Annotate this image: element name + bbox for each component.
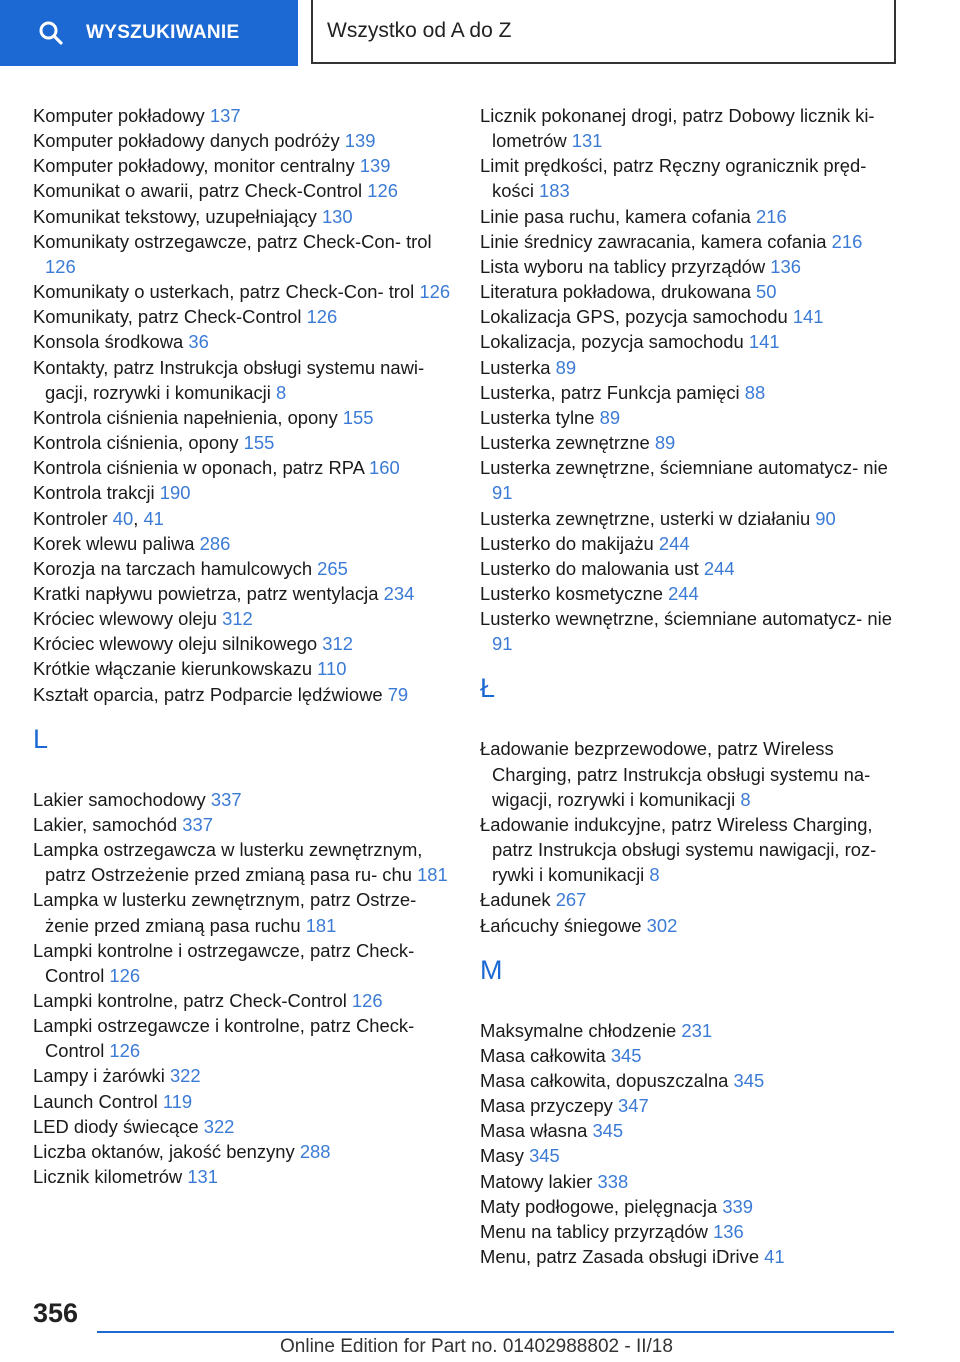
page-link[interactable]: 91 [492, 633, 513, 655]
page-link[interactable]: 126 [109, 1040, 141, 1062]
page-link[interactable]: 265 [317, 557, 348, 579]
index-entry [33, 988, 463, 1013]
index-entry [33, 355, 463, 405]
index-entry-text: Króciec wlewowy oleju [33, 608, 223, 630]
index-entry-text: Licznik kilometrów [33, 1166, 188, 1188]
index-entry [33, 581, 463, 606]
index-entry-text: Kontrola ciśnienia napełnienia, opony [33, 406, 343, 428]
page-link[interactable]: 244 [658, 532, 690, 554]
index-entry [480, 606, 900, 656]
page-link[interactable]: 139 [359, 155, 391, 177]
index-entry-text: Komunikat tekstowy, uzupełniający [33, 205, 322, 227]
page-link[interactable]: 345 [592, 1120, 624, 1142]
page-link[interactable]: 40 [112, 507, 134, 529]
index-entry-text: Kontrola trakcji [33, 482, 160, 504]
page-link[interactable]: 337 [210, 788, 242, 810]
page-link[interactable]: 50 [756, 281, 777, 303]
index-entry [480, 204, 900, 229]
page-link[interactable]: 131 [571, 130, 603, 152]
index-entry-text: Komputer pokładowy, monitor centralny [33, 155, 360, 177]
index-entry [480, 1219, 900, 1244]
index-entry-text: Maksymalne chłodzenie [480, 1019, 682, 1041]
page-link[interactable]: 131 [187, 1166, 219, 1188]
page-link[interactable]: 90 [815, 507, 836, 529]
index-entry-text: Menu na tablicy przyrządów [480, 1220, 714, 1242]
index-entry [33, 480, 463, 505]
index-entry-text: Kratki napływu powietrza, patrz wentylacja [33, 582, 384, 604]
index-entry-text: Limit prędkości, patrz Ręczny ogranicznik pręd‐ kości [480, 155, 867, 202]
page-link[interactable]: 345 [610, 1044, 642, 1066]
footer-edition-text: Online Edition for Part no. 01402988802 - II/18 [280, 1336, 673, 1357]
index-entry-text: Komunikat o awarii, patrz Check-Control [33, 180, 368, 202]
index-entry-text: Komunikaty ostrzegawcze, patrz Check-Con‐ trol [33, 230, 432, 252]
page-link[interactable]: 216 [831, 230, 863, 252]
page-link[interactable]: 130 [321, 205, 353, 227]
index-entry-text: Lokalizacja, pozycja samochodu [480, 331, 749, 353]
page-link[interactable]: 79 [387, 683, 409, 705]
index-entry [480, 812, 900, 887]
index-entry-text: Ładowanie bezprzewodowe, patrz Wireless Charging, patrz Instrukcja obsługi systemu na‐ wigacji, rozrywki i komunikacji [480, 738, 871, 810]
page-link[interactable]: 126 [306, 306, 338, 328]
index-entry-text: Lusterko wewnętrzne, ściemniane automatycz‐ nie [480, 608, 892, 630]
page-link[interactable]: 181 [417, 864, 448, 886]
index-entry [33, 812, 463, 837]
page-link[interactable]: 126 [45, 255, 76, 277]
page-link[interactable]: 126 [367, 180, 398, 202]
page-link[interactable]: 126 [351, 990, 383, 1011]
page-link[interactable]: 126 [419, 281, 451, 303]
index-entry-text: Łańcuchy śniegowe [480, 914, 647, 936]
page-link[interactable]: 267 [555, 889, 587, 911]
index-entry [480, 430, 900, 455]
page-link[interactable]: 139 [344, 130, 376, 152]
top-bar [0, 0, 960, 66]
index-entry-text: Korozja na tarczach hamulcowych [33, 557, 318, 579]
index-section-letter: M [480, 954, 503, 985]
page-link[interactable]: 141 [792, 306, 824, 328]
index-entry-text: Linie pasa ruchu, kamera cofania [480, 205, 757, 227]
index-entry [480, 279, 900, 304]
index-entry [480, 1194, 900, 1219]
search-icon [38, 20, 64, 46]
page-link[interactable]: 286 [199, 532, 231, 554]
page-link[interactable]: 183 [539, 180, 570, 202]
index-entry-text: Lampka ostrzegawcza w lusterku zewnętrznym, patrz Ostrzeżenie przed zmianą pasa ru‐ chu [33, 839, 423, 886]
index-entry [480, 355, 900, 380]
index-entry-text: Lampy i żarówki [33, 1065, 170, 1087]
index-entry-text: Matowy lakier [480, 1170, 598, 1192]
page-link[interactable]: 136 [770, 255, 801, 277]
index-entry-text: Ładunek [480, 889, 556, 911]
index-entry [480, 1118, 900, 1143]
index-entry-text: Lusterka, patrz Funkcja pamięci [480, 381, 745, 403]
page-link[interactable]: 155 [243, 432, 275, 454]
index-entry [480, 581, 900, 606]
index-entry [480, 1043, 900, 1068]
page-number: 356 [33, 1298, 79, 1328]
index-entry-text: Liczba oktanów, jakość benzyny [33, 1140, 300, 1162]
index-entry [480, 1143, 900, 1168]
page-link[interactable]: 181 [305, 914, 337, 936]
footer-divider [97, 1331, 894, 1333]
tab-a-to-z-label: Wszystko od A do Z [327, 19, 512, 42]
index-entry [480, 1093, 900, 1118]
index-entry [33, 531, 463, 556]
page-link[interactable]: 231 [681, 1019, 713, 1041]
index-entry-text: Licznik pokonanej drogi, patrz Dobowy licznik ki‐ lometrów [480, 105, 875, 152]
page-link[interactable]: 244 [668, 582, 699, 604]
page-link[interactable]: 322 [203, 1115, 235, 1137]
page-link[interactable]: 136 [713, 1220, 744, 1242]
page-link[interactable]: 312 [322, 633, 353, 655]
page-link[interactable]: 155 [342, 406, 374, 428]
index-entry [33, 837, 463, 887]
index-entry-text: Masy [480, 1145, 530, 1167]
index-entry [33, 1139, 463, 1164]
page-link[interactable]: 234 [383, 582, 415, 604]
page-link[interactable]: 337 [182, 813, 213, 835]
index-entry [33, 631, 463, 656]
index-entry-text: Lakier samochodowy [33, 788, 211, 810]
index-entry [33, 178, 463, 203]
index-entry-text: Kontrola ciśnienia w oponach, patrz RPA [33, 457, 369, 479]
index-entry-text: Krótkie włączanie kierunkowskazu [33, 658, 318, 680]
index-entry-text: Lusterka [480, 356, 556, 378]
page-link[interactable]: 110 [317, 658, 347, 680]
index-entry [480, 1169, 900, 1194]
page-link[interactable]: 91 [492, 482, 513, 504]
index-entry-text: Masa całkowita, dopuszczalna [480, 1070, 734, 1091]
page-link[interactable]: 347 [617, 1095, 649, 1117]
search-button[interactable] [0, 0, 298, 66]
index-entry [480, 103, 900, 153]
page-link[interactable]: 244 [703, 557, 735, 579]
index-entry [33, 455, 463, 480]
index-entry [480, 1068, 900, 1093]
page-link[interactable]: 302 [646, 914, 678, 936]
index-entry [33, 606, 463, 631]
page-link[interactable]: 345 [733, 1070, 765, 1091]
index-entry-text: Launch Control [33, 1090, 163, 1112]
index-entry-text: Lakier, samochód [33, 813, 183, 835]
index-entry [33, 1013, 463, 1063]
index-entry-text: Lampki kontrolne, patrz Check-Control [33, 990, 352, 1011]
page-link[interactable]: 216 [756, 205, 787, 227]
index-entry [480, 1018, 900, 1043]
page-link[interactable]: 89 [555, 356, 577, 378]
index-entry-text: Lusterka zewnętrzne [480, 432, 655, 454]
index-entry [33, 430, 463, 455]
index-entry [480, 1244, 900, 1269]
page-link[interactable]: 126 [109, 964, 141, 986]
index-entry [33, 1164, 463, 1189]
index-entry-text: Lista wyboru na tablicy przyrządów [480, 255, 771, 277]
index-entry-text: Masa całkowita [480, 1044, 611, 1066]
index-entry-text: Lusterko do makijażu [480, 532, 659, 554]
index-entry [33, 682, 463, 707]
index-entry [33, 787, 463, 812]
page-link[interactable]: 8 [649, 864, 660, 886]
index-entry [480, 254, 900, 279]
index-entry [33, 229, 463, 279]
page-link[interactable]: 89 [654, 432, 676, 454]
index-entry [33, 204, 463, 229]
index-entry [33, 279, 463, 304]
index-entry-text: Linie średnicy zawracania, kamera cofania [480, 230, 832, 252]
page-link[interactable]: 322 [169, 1065, 201, 1087]
index-entry-text: Masa przyczepy [480, 1095, 618, 1117]
index-entry [33, 304, 463, 329]
page-link[interactable]: 338 [597, 1170, 629, 1192]
index-column-left [33, 103, 463, 1189]
index-entry-text: Komunikaty o usterkach, patrz Check-Con‐ trol [33, 281, 420, 303]
index-entry-text: Kontroler [33, 507, 113, 529]
index-entry [480, 455, 900, 505]
index-entry-text: Komunikaty, patrz Check-Control [33, 306, 307, 328]
index-section-letter: Ł [480, 673, 496, 704]
index-entry-text: Komputer pokładowy [33, 105, 210, 126]
index-entry [33, 556, 463, 581]
page-link[interactable]: 312 [222, 608, 253, 630]
index-entry [33, 656, 463, 681]
page-link[interactable]: 119 [162, 1090, 193, 1112]
index-entry-text: Literatura pokładowa, drukowana [480, 281, 757, 303]
index-entry [33, 153, 463, 178]
index-entry-text: Lusterko kosmetyczne [480, 582, 669, 604]
index-entry [33, 103, 463, 128]
index-entry-text: Lusterka tylne [480, 406, 600, 428]
index-entry [480, 531, 900, 556]
index-entry [480, 736, 900, 811]
index-entry [480, 153, 900, 203]
index-entry-text: Lusterka zewnętrzne, usterki w działaniu [480, 507, 816, 529]
index-entry-text: Lampka w lusterku zewnętrznym, patrz Ostrze‐ żenie przed zmianą pasa ruchu [33, 889, 417, 936]
page-link[interactable]: 339 [722, 1195, 753, 1217]
index-entry-text: Ładowanie indukcyjne, patrz Wireless Charging, patrz Instrukcja obsługi systemu nawigacji, roz‐ rywki i komunikacji [480, 813, 877, 886]
page-link[interactable]: 141 [748, 331, 780, 353]
index-entry-text: Króciec wlewowy oleju silnikowego [33, 633, 323, 655]
index-entry-text: Kontakty, patrz Instrukcja obsługi systemu nawi‐ gacji, rozrywki i komunikacji [33, 356, 425, 403]
page-link[interactable]: 137 [209, 105, 241, 126]
index-entry [480, 329, 900, 354]
index-entry-text: LED diody świecące [33, 1115, 204, 1137]
index-entry [480, 887, 900, 912]
index-entry-text: Komputer pokładowy danych podróży [33, 130, 345, 152]
index-entry-text: Kontrola ciśnienia, opony [33, 432, 244, 454]
index-entry [33, 1089, 463, 1114]
index-entry: Kontroler 40, 41 [33, 507, 164, 529]
page-link[interactable]: 288 [299, 1140, 331, 1162]
page-link[interactable]: 8 [275, 381, 287, 403]
index-entry-text: Lokalizacja GPS, pozycja samochodu [480, 306, 793, 328]
index-entry-text: Masa własna [480, 1120, 593, 1142]
page-link[interactable]: 345 [529, 1145, 560, 1167]
index-entry [33, 329, 463, 354]
index-entry [33, 938, 463, 988]
index-entry [33, 128, 463, 153]
index-entry [480, 304, 900, 329]
index-entry [33, 887, 463, 937]
index-column-right [480, 103, 900, 1269]
index-entry [33, 405, 463, 430]
index-entry-text: Maty podłogowe, pielęgnacja [480, 1195, 723, 1217]
index-entry [33, 1114, 463, 1139]
index-entry [33, 1063, 463, 1088]
index-entry-text: Kształt oparcia, patrz Podparcie lędźwiowe [33, 683, 388, 705]
page-link[interactable]: 160 [369, 457, 400, 479]
page-link[interactable]: 8 [740, 788, 751, 810]
index-entry [480, 229, 900, 254]
tab-a-to-z[interactable] [311, 0, 896, 64]
index-entry-text: Menu, patrz Zasada obsługi iDrive [480, 1246, 765, 1268]
index-entry-text: Konsola środkowa [33, 331, 189, 353]
index-section-letter: L [33, 723, 49, 754]
search-button-label: WYSZUKIWANIE [86, 22, 240, 43]
index-entry-text: Lusterko do malowania ust [480, 557, 704, 579]
index-entry [480, 556, 900, 581]
page-link[interactable]: 41 [764, 1246, 785, 1268]
page-link[interactable]: 36 [188, 331, 209, 353]
index-entry [480, 506, 900, 531]
page-link[interactable]: 190 [159, 482, 191, 504]
index-entry [480, 913, 900, 938]
index-entry-text: Lampki ostrzegawcze i kontrolne, patrz Check- Control [33, 1015, 415, 1062]
page-link[interactable]: 89 [599, 406, 621, 428]
index-entry-text: Korek wlewu paliwa [33, 532, 200, 554]
index-entry [480, 380, 900, 405]
page-link[interactable]: 88 [744, 381, 766, 403]
index-entry-text: Lusterka zewnętrzne, ściemniane automatycz‐ nie [480, 457, 888, 479]
page-link[interactable]: 41 [143, 507, 164, 529]
index-entry-text: Lampki kontrolne i ostrzegawcze, patrz Check- Control [33, 939, 415, 986]
index-entry [480, 405, 900, 430]
